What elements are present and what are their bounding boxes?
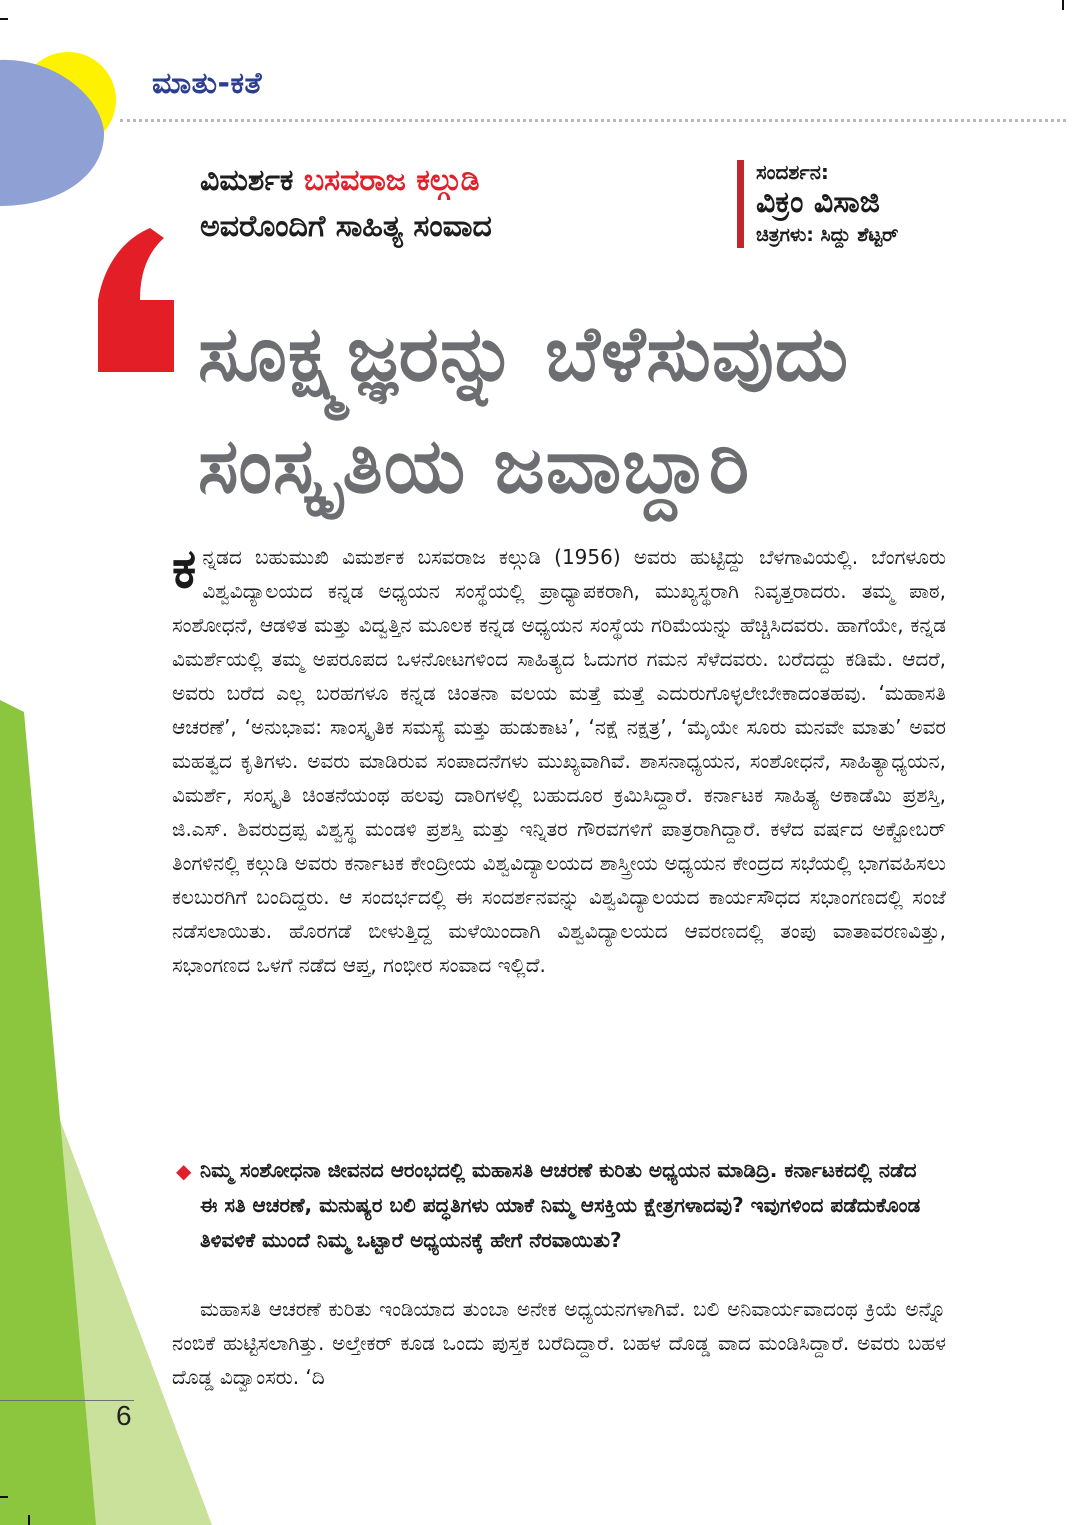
crop-mark-left-top xyxy=(0,18,8,20)
intro-text: ನ್ನಡದ ಬಹುಮುಖಿ ವಿಮರ್ಶಕ ಬಸವರಾಜ ಕಲ್ಗುಡಿ (1956) ಅವರು ಹುಟ್ಟಿದ್ದು ಬೆಳಗಾವಿಯಲ್ಲಿ. ಬೆಂಗಳೂರು ವಿಶ್ವವಿದ್ಯಾಲಯದ ಕನ್ನಡ ಅಧ್ಯಯನ ಸಂಸ್ಥೆಯಲ್ಲಿ ಪ್ರಾಧ್ಯಾಪಕರಾಗಿ, ಮುಖ್ಯಸ್ಥರಾಗಿ ನಿವೃತ್ತರಾದರು. ತಮ್ಮ ಪಾಠ, ಸಂಶೋಧನೆ, ಆಡಳಿತ ಮತ್ತು ವಿದ್ವತ್ತಿನ ಮೂಲಕ ಕನ್ನಡ ಅಧ್ಯಯನ ಸಂಸ್ಥೆಯ ಗರಿಮೆಯನ್ನು ಹೆಚ್ಚಿಸಿದವರು. ಹಾಗೆಯೇ, ಕನ್ನಡ ವಿಮರ್ಶೆಯಲ್ಲಿ ತಮ್ಮ ಅಪರೂಪದ ಒಳನೋಟಗಳಿಂದ ಸಾಹಿತ್ಯದ ಓದುಗರ ಗಮನ ಸೆಳೆದವರು. ಬರೆದದ್ದು ಕಡಿಮೆ. ಆದರೆ, ಅವರು ಬರೆದ ಎಲ್ಲ ಬರಹಗಳೂ ಕನ್ನಡ ಚಿಂತನಾ ವಲಯ ಮತ್ತೆ ಮತ್ತೆ ಎದುರುಗೊಳ್ಳಲೇಬೇಕಾದಂತಹವು. ‘ಮಹಾಸತಿ ಆಚರಣೆ’, ‘ಅನುಭಾವ: ಸಾಂಸ್ಕೃತಿಕ ಸಮಸ್ಯೆ ಮತ್ತು ಹುಡುಕಾಟ’, ‘ನಕ್ಷೆ ನಕ್ಷತ್ರ’, ‘ಮೈಯೇ ಸೂರು ಮನವೇ ಮಾತು’ ಅವರ ಮಹತ್ವದ ಕೃತಿಗಳು. ಅವರು ಮಾಡಿರುವ ಸಂಪಾದನೆಗಳು ಮುಖ್ಯವಾಗಿವೆ. ಶಾಸನಾಧ್ಯಯನ, ಸಂಶೋಧನೆ, ಸಾಹಿತ್ಯಾಧ್ಯಯನ, ವಿಮರ್ಶೆ, ಸಂಸ್ಕೃತಿ ಚಿಂತನೆಯಂಥ ಹಲವು ದಾರಿಗಳಲ್ಲಿ ಬಹುದೂರ ಕ್ರಮಿಸಿದ್ದಾರೆ. ಕರ್ನಾಟಕ ಸಾಹಿತ್ಯ ಅಕಾಡೆಮಿ ಪ್ರಶಸ್ತಿ, ಜಿ.ಎಸ್. ಶಿವರುದ್ರಪ್ಪ ವಿಶ್ವಸ್ಥ ಮಂಡಳಿ ಪ್ರಶಸ್ತಿ ಮತ್ತು ಇನ್ನಿತರ ಗೌರವಗಳಿಗೆ ಪಾತ್ರರಾಗಿದ್ದಾರೆ. ಕಳೆದ ವರ್ಷದ ಅಕ್ಟೋಬರ್ ತಿಂಗಳಿನಲ್ಲಿ ಕಲ್ಗುಡಿ ಅವರು ಕರ್ನಾಟಕ ಕೇಂದ್ರೀಯ ವಿಶ್ವವಿದ್ಯಾಲಯದ ಶಾಸ್ತ್ರೀಯ ಅಧ್ಯಯನ ಕೇಂದ್ರದ ಸಭೆಯಲ್ಲಿ ಭಾಗವಹಿಸಲು ಕಲಬುರಗಿಗೆ ಬಂದಿದ್ದರು. ಆ ಸಂದರ್ಭದಲ್ಲಿ ಈ ಸಂದರ್ಶನವನ್ನು ವಿಶ್ವವಿದ್ಯಾಲಯದ ಕಾರ್ಯಸೌಧದ ಸಭಾಂಗಣದಲ್ಲಿ ಸಂಜೆ ನಡೆಸಲಾಯಿತು. ಹೊರಗಡೆ ಬೀಳುತ್ತಿದ್ದ ಮಳೆಯಿಂದಾಗಿ ವಿಶ್ವವಿದ್ಯಾಲಯದ ಆವರಣದಲ್ಲಿ ತಂಪು ವಾತಾವರಣವಿತ್ತು, ಸಭಾಂಗಣದ ಒಳಗೆ ನಡೆದ ಆಪ್ತ, ಗಂಭೀರ ಸಂವಾದ ಇಲ್ಲಿದೆ. xyxy=(172,545,946,977)
intro-paragraph xyxy=(172,537,946,982)
dotted-divider xyxy=(120,119,1066,122)
headline-line-1: ಸೂಕ್ಷ್ಮಜ್ಞರನ್ನು ಬೆಳೆಸುವುದು xyxy=(198,309,850,398)
answer-paragraph: ಮಹಾಸತಿ ಆಚರಣೆ ಕುರಿತು ಇಂಡಿಯಾದ ತುಂಬಾ ಅನೇಕ ಅಧ್ಯಯನಗಳಾಗಿವೆ. ಬಲಿ ಅನಿವಾರ್ಯವಾದಂಥ ಕ್ರಿಯೆ ಅನ್ನೊ ನಂಬಿಕೆ ಹುಟ್ಟಿಸಲಾಗಿತ್ತು. ಅಲ್ತೇಕರ್ ಕೂಡ ಒಂದು ಪುಸ್ತಕ ಬರೆದಿದ್ದಾರೆ. ಬಹಳ ದೊಡ್ಡ ವಾದ ಮಂಡಿಸಿದ್ದಾರೆ. ಅವರು ಬಹಳ ದೊಡ್ಡ ವಿದ್ವಾಂಸರು. ‘ದಿ xyxy=(172,1297,946,1389)
question-text: ನಿಮ್ಮ ಸಂಶೋಧನಾ ಜೀವನದ ಆರಂಭದಲ್ಲಿ ಮಹಾಸತಿ ಆಚರಣೆ ಕುರಿತು ಅಧ್ಯಯನ ಮಾಡಿದ್ರಿ. ಕರ್ನಾಟಕದಲ್ಲಿ ನಡೆದ ಈ ಸತಿ ಆಚರಣೆ, ಮನುಷ್ಯರ ಬಲಿ ಪದ್ಧತಿಗಳು ಯಾಕೆ ನಿಮ್ಮ ಆಸಕ್ತಿಯ ಕ್ಷೇತ್ರಗಳಾದವು? ಇವುಗಳಿಂದ ಪಡೆದುಕೊಂಡ ತಿಳಿವಳಿಕೆ ಮುಂದೆ ನಿಮ್ಮ ಒಟ್ಟಾರೆ ಅಧ್ಯಯನಕ್ಕೆ ಹೇಗೆ ನೆರವಾಯಿತು? xyxy=(200,1158,921,1252)
section-label: ಮಾತು-ಕತೆ xyxy=(152,66,263,101)
interview-question xyxy=(176,1153,940,1258)
interview-credits xyxy=(737,160,898,248)
crop-mark-left-bottom xyxy=(0,1496,8,1498)
subject-name: ಬಸವರಾಜ ಕಲ್ಗುಡಿ xyxy=(303,163,480,198)
diamond-bullet-icon: ◆ xyxy=(176,1159,192,1183)
crop-mark-bottom xyxy=(28,1515,30,1525)
subtitle-line-2: ಅವರೊಂದಿಗೆ ಸಾಹಿತ್ಯ ಸಂವಾದ xyxy=(200,209,492,244)
subtitle-prefix: ವಿಮರ್ಶಕ xyxy=(200,163,294,198)
headline xyxy=(198,298,849,522)
drop-cap: ಕ xyxy=(172,537,197,600)
footer-rule xyxy=(0,1400,134,1401)
crop-mark-top xyxy=(1062,0,1064,10)
red-quote-mark xyxy=(98,228,174,372)
subtitle-line-1 xyxy=(200,158,492,204)
green-stripe xyxy=(0,700,96,1525)
headline-line-2: ಸಂಸ್ಕೃತಿಯ ಜವಾಬ್ದಾರಿ xyxy=(198,421,751,510)
interview-label: ಸಂದರ್ಶನ: xyxy=(756,160,829,184)
article-subtitle xyxy=(200,158,492,250)
photo-credit: ಚಿತ್ರಗಳು: ಸಿದ್ದು ಶೆಟ್ಟರ್ xyxy=(756,224,899,246)
page-number: 6 xyxy=(116,1400,132,1431)
interviewer-name: ವಿಕ್ರಂ ವಿಸಾಜಿ xyxy=(756,185,880,220)
